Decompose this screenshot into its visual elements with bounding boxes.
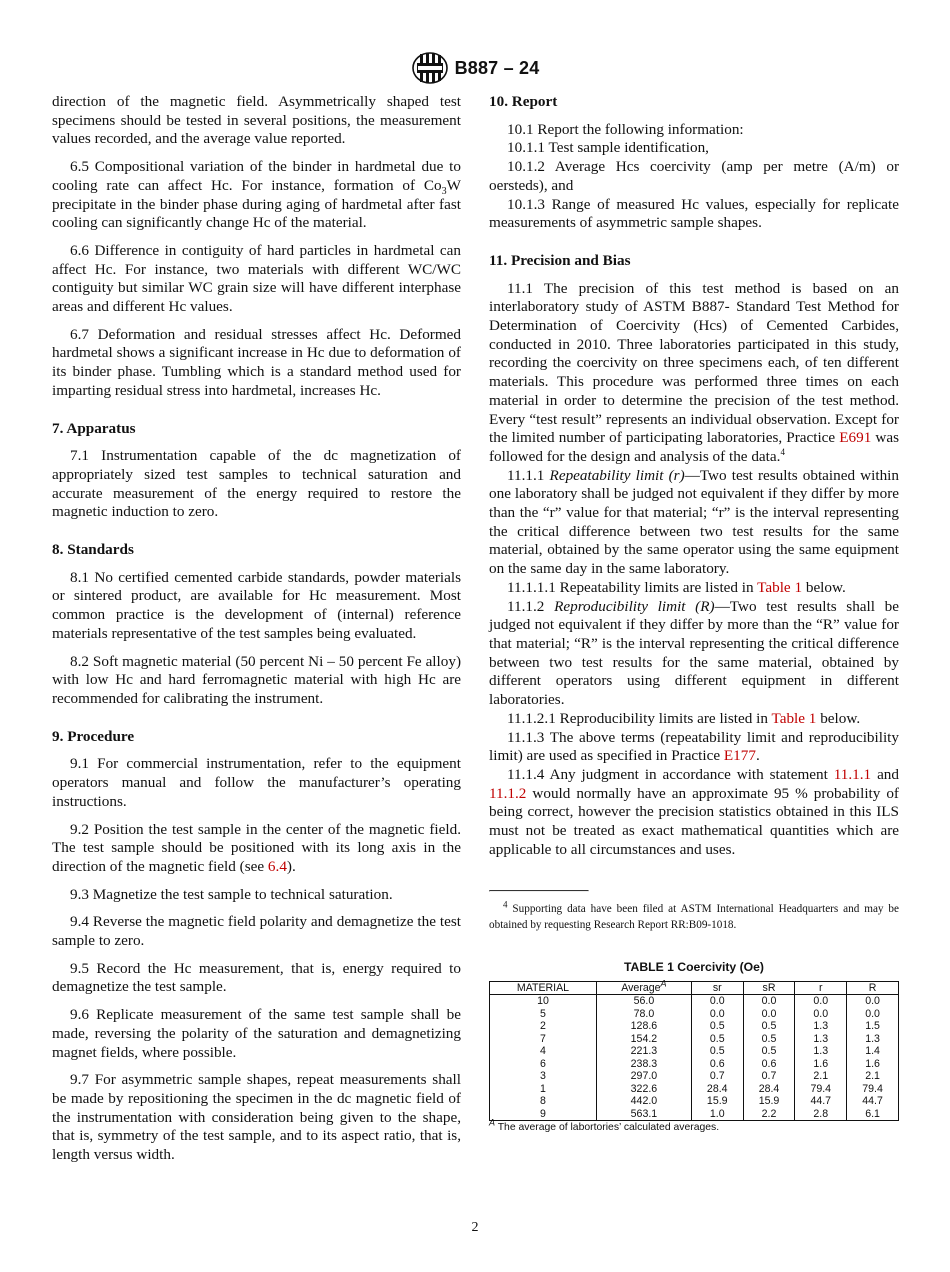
astm-logo-icon: [411, 51, 449, 85]
table-row: [490, 1020, 899, 1033]
table-row: [490, 1008, 899, 1021]
table-cell: 9: [490, 1108, 597, 1121]
paragraph-7-1: 7.1 Instrumentation capable of the dc magnetization of appropriately sized test samples to technical saturation and accurate measurement of the energy required to restore the magnetic induction to zero.: [52, 447, 461, 521]
table-cell: 7: [490, 1033, 597, 1046]
section-9-heading: 9. Procedure: [52, 727, 135, 745]
table-cell: 0.5: [743, 1020, 795, 1033]
paragraph-11-1-2-1: 11.1.2.1 Reproducibility limits are listed in Table 1 below.: [507, 709, 861, 727]
table-cell: 79.4: [795, 1083, 847, 1096]
section-11-1-2-link[interactable]: 11.1.2: [489, 784, 527, 802]
table-cell: 2.8: [795, 1108, 847, 1121]
table-cell: 0.0: [691, 995, 743, 1008]
table-cell: 2.1: [795, 1070, 847, 1083]
coercivity-table: [489, 978, 899, 1122]
paragraph-9-3: 9.3 Magnetize the test sample to technical saturation.: [70, 885, 393, 903]
paragraph-10-1-2: 10.1.2 Average Hcs coercivity (amp per metre (A/m) or oersteds), and: [489, 158, 899, 194]
section-7-heading: 7. Apparatus: [52, 419, 136, 437]
section-6-4-link[interactable]: 6.4: [267, 857, 287, 875]
table-cell: 0.5: [691, 1020, 743, 1033]
column-header: sR: [743, 981, 795, 995]
table-cell: 8: [490, 1095, 597, 1108]
table-row: [490, 1070, 899, 1083]
footnote-4: $^4$ Supporting data have been filed at ASTM International Headquarters and may be obtained by requesting Research Report RR:B09-1018.: [489, 899, 899, 932]
table-body: [490, 995, 899, 1121]
paragraph-10-1: 10.1 Report the following information:: [507, 120, 744, 138]
table-cell: 0.7: [691, 1070, 743, 1083]
paragraph-9-1: 9.1 For commercial instrumentation, refer to the equipment operators manual and follow the manufacturer’s operating instructions.: [52, 755, 461, 810]
section-11-heading: 11. Precision and Bias: [489, 251, 631, 269]
section-8-heading: 8. Standards: [52, 541, 134, 559]
table-cell: 15.9: [691, 1095, 743, 1108]
table-cell: 0.0: [847, 995, 899, 1008]
paragraph-9-5: 9.5 Record the Hc measurement, that is, energy required to demagnetize the test sample.: [52, 959, 461, 996]
table-cell: 1.3: [795, 1045, 847, 1058]
column-header: r: [795, 981, 847, 995]
table-cell: 1: [490, 1083, 597, 1096]
table-1-link[interactable]: Table 1: [757, 578, 803, 596]
table-cell: 0.0: [691, 1008, 743, 1021]
paragraph-9-7: 9.7 For asymmetric sample shapes, repeat measurements shall be made by repositioning the specimen in the dc magnetic field of the instrumentation with consideration being given to the shape, that is, symmetry of the test sample, and to its aspect ratio, that is, length versus width.: [52, 1071, 461, 1164]
right-column: [489, 93, 899, 1134]
paragraph-11-1-1-1: 11.1.1.1 Repeatability limits are listed in Table 1 below.: [507, 578, 846, 596]
paragraph-6-5: 6.5 Compositional variation of the binder in hardmetal due to cooling rate can affect Hc. For instance, formation of $Co_3W$ precipitate in the binder phase during aging of hardmetal after fast cooling can significantly change Hc of the material.: [52, 158, 461, 232]
table-cell: 1.3: [795, 1033, 847, 1046]
table-cell: 1.3: [847, 1033, 899, 1046]
paragraph-11-1-1: 11.1.1 Repeatability limit (r)—Two test results obtained within one laboratory shall be judged not equivalent if they differ by more than the “r” value for that material; “r” is the interval representing the critical difference between two test results for the same material, obtained by the same operator using the same equipment on the same day in the same laboratory.: [489, 466, 899, 578]
table-cell: 221.3: [596, 1045, 691, 1058]
table-row: [490, 1058, 899, 1071]
paragraph-11-1-2: 11.1.2 Reproducibility limit (R)—Two test results shall be judged not equivalent if they differ by more than the “R” value for that material; “R” is the interval representing the critical difference between two test results for the same material, obtained by different operators using different equipment in different laboratories.: [489, 597, 899, 709]
table-row: [490, 1095, 899, 1108]
table-cell: 1.4: [847, 1045, 899, 1058]
table-cell: 297.0: [596, 1070, 691, 1083]
table-cell: 1.5: [847, 1020, 899, 1033]
table-cell: 15.9: [743, 1095, 795, 1108]
table-title: TABLE 1 Coercivity (Oe): [624, 959, 764, 974]
table-cell: 78.0: [596, 1008, 691, 1021]
table-cell: 1.3: [795, 1020, 847, 1033]
table-cell: 154.2: [596, 1033, 691, 1046]
paragraph-6-6: 6.6 Difference in contiguity of hard particles in hardmetal can affect Hc. For instance, two materials with different WC/WC contiguity but similar WC grain size will have different interphase areas and different Hc values.: [52, 241, 461, 316]
page-number: 2: [471, 1220, 479, 1235]
table-note: $^A$ The average of labortories’ calculated averages.: [489, 1117, 720, 1134]
table-cell: 563.1: [596, 1108, 691, 1121]
table-row: [490, 995, 899, 1008]
document-id: B887 – 24: [454, 57, 540, 78]
table-cell: 0.0: [743, 995, 795, 1008]
table-row: [490, 1083, 899, 1096]
paragraph-11-1-3: 11.1.3 The above terms (repeatability limit and reproducibility limit) are used as specified in Practice E177.: [489, 728, 899, 765]
table-cell: 0.5: [691, 1033, 743, 1046]
paragraph-9-2: 9.2 Position the test sample in the center of the magnetic field. The test sample should be positioned with its long axis in the direction of the magnetic field (see 6.4).: [52, 820, 461, 875]
table-cell: 4: [490, 1045, 597, 1058]
page-header: [0, 50, 950, 86]
paragraph-6-4-continued: direction of the magnetic field. Asymmetrically shaped test specimens should be tested in several positions, the measurement values recorded, and the average value reported.: [52, 93, 461, 148]
paragraph-10-1-3: 10.1.3 Range of measured Hc values, especially for replicate measurements of asymmetric sample shapes.: [489, 195, 899, 232]
table-cell: 0.5: [743, 1033, 795, 1046]
table-cell: 0.5: [691, 1045, 743, 1058]
table-cell: 28.4: [691, 1083, 743, 1096]
e691-link[interactable]: E691: [839, 429, 872, 447]
table-cell: 0.6: [743, 1058, 795, 1071]
table-cell: 5: [490, 1008, 597, 1021]
table-row: [490, 1033, 899, 1046]
table-cell: 442.0: [596, 1095, 691, 1108]
table-row: [490, 1045, 899, 1058]
footnote-ref-4: 4: [780, 446, 785, 457]
footnote-divider: [489, 890, 589, 892]
paragraph-8-2: 8.2 Soft magnetic material (50 percent Ni – 50 percent Fe alloy) with low Hc and hard ferromagnetic material with high Hc are recommended for calibrating the instrument.: [52, 652, 461, 707]
table-cell: 1.6: [847, 1058, 899, 1071]
table-cell: 1.6: [795, 1058, 847, 1071]
table-cell: 0.0: [847, 1008, 899, 1021]
table-cell: 10: [490, 995, 597, 1008]
table-cell: 6.1: [847, 1108, 899, 1121]
paragraph-6-7: 6.7 Deformation and residual stresses affect Hc. Deformed hardmetal shows a significant increase in Hc due to deformation of its binder phase. Tumbling which is a standard method used for imparting residual stress into hardmetal, increases Hc.: [52, 325, 461, 399]
section-10-heading: 10. Report: [489, 93, 558, 110]
table-cell: 0.0: [795, 995, 847, 1008]
table-1-link[interactable]: Table 1: [771, 709, 817, 727]
column-header: sr: [691, 981, 743, 995]
paragraph-8-1: 8.1 No certified cemented carbide standards, powder materials or sintered product, are available for Hc measurement. Most common practice is the development of (internal) reference materials representative of the test samples being evaluated.: [52, 568, 461, 642]
table-cell: 2.1: [847, 1070, 899, 1083]
left-column: [52, 93, 461, 1165]
table-cell: 44.7: [795, 1095, 847, 1108]
table-cell: 2: [490, 1020, 597, 1033]
paragraph-11-1: 11.1 The precision of this test method is based on an interlaboratory study of ASTM B887- Standard Test Method for Determination of Coercivity (Hcs) of Cemented Carbides, conducted in 2010. Three laboratories participated in this study, recording the coercivity on three specimens each, of ten different materials. This procedure was performed three times on each material in order to determine the precision of the test method. Every “test result” represents an individual observation. Except for the limited number of participating laboratories, Practice E691 was followed for the design and analysis of the data.$^4$: [489, 279, 899, 465]
table-cell: 0.6: [691, 1058, 743, 1071]
column-header: Average$^A$: [596, 981, 691, 995]
table-cell: 0.5: [743, 1045, 795, 1058]
table-cell: 0.0: [795, 1008, 847, 1021]
table-cell: 56.0: [596, 995, 691, 1008]
table-cell: 2.2: [743, 1108, 795, 1121]
column-header: R: [847, 981, 899, 995]
paragraph-11-1-4: 11.1.4 Any judgment in accordance with statement 11.1.1 and 11.1.2 would normally have an approximate 95 % probability of being correct, however the precision statistics obtained in this ILS must not be treated as exact mathematical quantities which are applicable to all circumstances and uses.: [489, 765, 899, 858]
column-header: MATERIAL: [490, 981, 597, 995]
table-row: [490, 1108, 899, 1121]
e177-link[interactable]: E177: [723, 747, 756, 765]
table-cell: 322.6: [596, 1083, 691, 1096]
table-cell: 6: [490, 1058, 597, 1071]
table-header-row: [490, 981, 899, 995]
table-cell: 79.4: [847, 1083, 899, 1096]
paragraph-9-6: 9.6 Replicate measurement of the same test sample shall be made, reversing the polarity of the saturation and demagnetizing magnet fields, where possible.: [52, 1006, 461, 1061]
paragraph-10-1-1: 10.1.1 Test sample identification,: [507, 139, 709, 157]
table-cell: 238.3: [596, 1058, 691, 1071]
table-cell: 1.0: [691, 1108, 743, 1121]
paragraph-9-4: 9.4 Reverse the magnetic field polarity and demagnetize the test sample to zero.: [52, 913, 461, 950]
table-cell: 3: [490, 1070, 597, 1083]
table-cell: 28.4: [743, 1083, 795, 1096]
table-cell: 0.0: [743, 1008, 795, 1021]
table-cell: 128.6: [596, 1020, 691, 1033]
section-11-1-1-link[interactable]: 11.1.1: [833, 765, 872, 783]
table-cell: 0.7: [743, 1070, 795, 1083]
table-cell: 44.7: [847, 1095, 899, 1108]
